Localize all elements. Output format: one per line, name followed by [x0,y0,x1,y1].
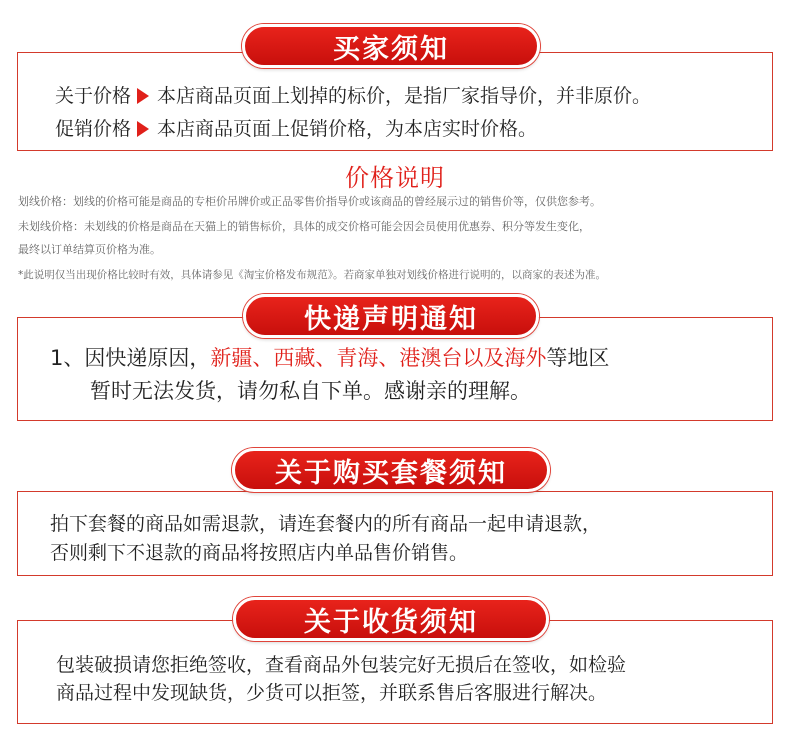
price-about-row [55,84,651,108]
delivery-excluded-regions: 新疆、西藏、青海、港澳台以及海外 [210,346,547,370]
price-explain-line: 最终以订单结算页价格为准。 [18,243,161,256]
price-explain-title: 价格说明 [345,164,445,192]
price-explain-footnote: *此说明仅当出现价格比较时有效，具体请参见《淘宝价格发布规范》。若商家单独对划线价格进行说明的，以商家的表述为准。 [18,269,606,281]
delivery-line-2: 暂时无法发货，请勿私自下单。感谢亲的理解。 [90,379,531,403]
arrow-right-icon [137,121,149,137]
price-explain-line: 划线价格：划线的价格可能是商品的专柜价吊牌价或正品零售价指导价或该商品的曾经展示过的销售价等，仅供您参考。 [18,195,601,208]
receipt-line-1: 包装破损请您拒绝签收，查看商品外包装完好无损后在签收，如检验 [56,654,627,676]
delivery-line-1 [50,343,609,373]
price-about-label: 关于价格 [55,85,132,107]
bundle-line-2: 否则剩下不退款的商品将按照店内单品售价销售。 [50,542,469,564]
promo-price-label: 促销价格 [55,118,132,140]
delivery-line-1-prefix: 1、因快递原因， [50,346,211,370]
price-explain-line: 未划线价格：未划线的价格是商品在天猫上的销售标价，具体的成交价格可能会因会员使用优惠券、积分等发生变化， [18,220,590,233]
receipt-line-2: 商品过程中发现缺货，少货可以拒签，并联系售后客服进行解决。 [56,682,608,704]
bundle-notice-title: 关于购买套餐须知 [232,448,550,492]
price-about-text: 本店商品页面上划掉的标价，是指厂家指导价，并非原价。 [157,85,652,107]
receipt-notice-title: 关于收货须知 [233,597,549,641]
promo-price-row [55,117,537,141]
delivery-notice-title: 快递声明通知 [243,294,539,338]
buyer-notice-title: 买家须知 [242,24,540,68]
bundle-line-1: 拍下套餐的商品如需退款，请连套餐内的所有商品一起申请退款， [50,513,602,535]
promo-price-text: 本店商品页面上促销价格，为本店实时价格。 [157,118,538,140]
arrow-right-icon [137,88,149,104]
delivery-line-1-suffix: 等地区 [546,346,610,370]
